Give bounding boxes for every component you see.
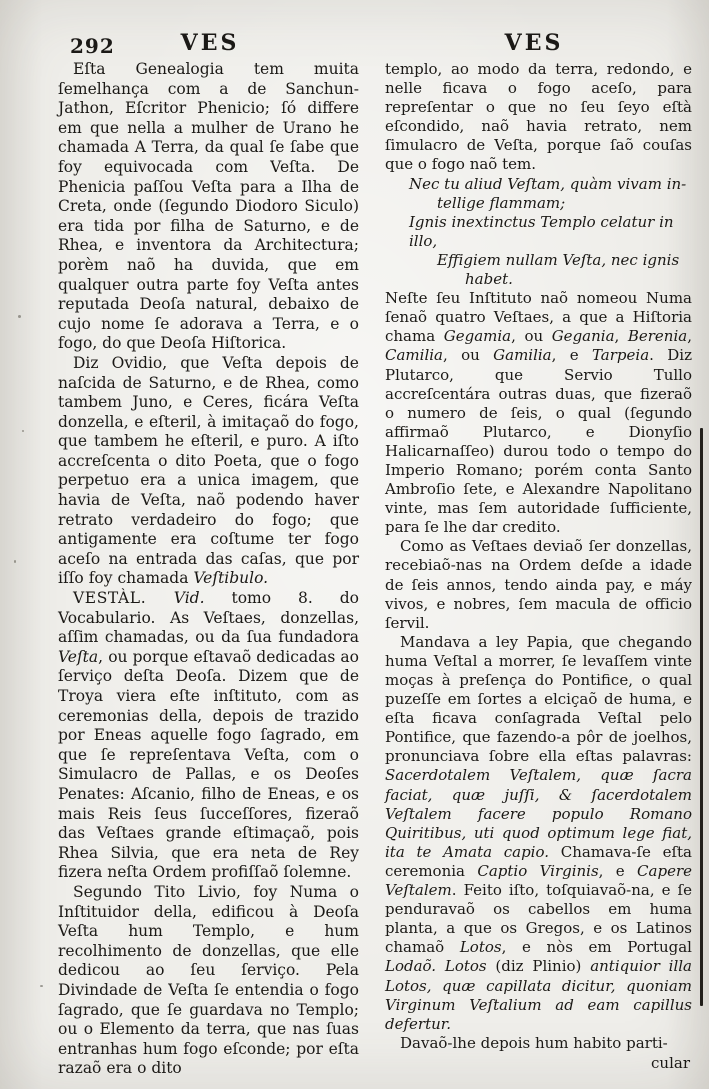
text-run: . Feito iſto, toſquiavaõ-na, e ſe penduravaõ os cabellos em huma planta, a que os Gregos, e os Latinos chamaõ (385, 881, 692, 957)
verse-line: Ignis inextinctus Templo celatur in illo, (409, 212, 674, 250)
text-run: Mandava a ley Papia, que chegando huma Veſtal a morrer, ſe levaſſem vinte moças à preſença do Pontifice, o qual puzeſſe em ſortes a elciçaõ de huma, e eſta ficava conſagrada Veſtal pelo Pontifice, que fazendo-a pôr de joelhos, pronunciava ſobre ella eſtas palavras: (385, 632, 692, 766)
text-run: Lodaõ. Lotos (385, 957, 487, 976)
text-run: Lotos (459, 938, 502, 957)
text-run: Vid. (173, 589, 205, 608)
text-run: , e nòs em Portugal (501, 938, 692, 957)
text-run: Segundo Tito Livio, foy Numa o Inſtituidor della, edificou à Deoſa Veſta hum Templo, e hum recolhimento de donzellas, que elle dedicou ao ſeu ſerviço. Pela Divindade de Veſta ſe entendia o fogo ſagrado, que ſe guardava no Templo; ou o Elemento da terra, que nas ſuas entranhas hum fogo eſconde; por eſta razaõ era o dito (58, 882, 359, 1078)
text-run: Captio Virginis (477, 861, 599, 880)
verse-line: Nec tu aliud Veſtam, quàm vivam in- (409, 174, 687, 193)
page-number: 292 (70, 34, 115, 58)
paragraph (385, 289, 692, 537)
scan-speck (40, 985, 43, 987)
verse-line: habet. (465, 270, 513, 289)
latin-verse (385, 175, 692, 290)
scan-edge-line (700, 428, 703, 1006)
text-run: Gegamia (443, 327, 512, 346)
scan-speck (22, 430, 24, 432)
scan-speck (14, 560, 16, 563)
paragraph (58, 589, 359, 883)
text-run: Sacerdotalem Veſtalem, quæ ſacra faciat, quæ juſſi, & ſacerdotalem Veſtalem facere populo Romano Quiritibus, uti quod optimum lege fiat, ita te Amata capio. (385, 766, 692, 861)
text-run: . Diz Plutarco, que Servio Tullo accreſcentára outras duas, que fizeraõ o numero de ſeis, o qual (ſegundo affirmaõ Plutarco, e Dionyſio Halicarnaſſeo) durou todo o tempo do Imperio Romano; porém conta Santo Ambroſio ſete, e Alexandre Napolitano vinte, mas ſem autoridade ſufficiente, para ſe lhe dar credito. (385, 346, 692, 537)
left-column (58, 60, 359, 1079)
running-head-right: VES (504, 30, 564, 56)
paragraph (58, 354, 359, 589)
paragraph (58, 883, 359, 1079)
text-run: templo, ao modo da terra, redondo, e nelle ficava o fogo aceſo, para repreſentar o que no ſeu ſeyo eſtà eſcondido, naõ havia retrato, nem ſimulacro de Veſta, porque ſaõ couſas que o fogo naõ tem. (385, 60, 692, 174)
paragraph (385, 633, 692, 1034)
text-run: Como as Veſtaes deviaõ ſer donzellas, recebiaõ-nas na Ordem deſde a idade de ſeis annos, tendo ainda pay, e máy vivos, e nobres, ſem macula de officio ſervil. (385, 537, 692, 632)
text-run: Gegania (551, 327, 615, 346)
text-run: Gamilia (493, 346, 552, 365)
text-run: Davaõ-lhe depois hum habito parti- (400, 1033, 668, 1052)
verse-line: Effigiem nullam Veſta, nec ignis (437, 250, 680, 269)
text-run: Neſte ſeu Inſtituto naõ nomeou Numa ſenaõ quatro Veſtaes, a que a Hiſtoria chama (385, 289, 692, 346)
text-run: , ou porque eſtavaõ dedicadas ao ſerviço deſta Deoſa. Dizem que de Troya viera eſte inſtituto, com as ceremonias della, depois de trazido por Eneas aquelle fogo ſagrado, em que ſe repreſentava Veſta, com o Simulacro de Pallas, e os Deoſes Penates: Aſcanio, filho de Eneas, e os mais Reis ſeus ſucceſſores, fizeraõ das Veſtaes grande eſtimaçaõ, pois Rhea Silvia, que era neta de Rey fizera neſta Ordem profiſſaõ ſolemne. (58, 647, 359, 882)
text-run: , e (598, 861, 638, 880)
paragraph (385, 537, 692, 632)
text-run: , ou (442, 346, 494, 365)
text-run: (diz Plinio) (486, 957, 591, 976)
scan-speck (18, 315, 21, 318)
text-run: Eſta Genealogia tem muita ſemelhança com a de Sanchun-Jathon, Eſcritor Phenicio; ſó differe em que nella a mulher de Urano he chamada A Terra, da qual ſe ſabe que foy equivocada com Veſta. De Phenicia paſſou Veſta para a Ilha de Creta, onde (ſegundo Diodoro Siculo) era tida por filha de Saturno, e de Rhea, e inventora da Architectura; porèm naõ ha duvida, que em qualquer outra parte foy Veſta antes reputada Deoſa natural, debaixo de cujo nome ſe adorava a Terra, e o fogo, do que Deoſa Hiſtorica. (58, 60, 359, 353)
text-run: Capere Veſtalem (385, 861, 692, 900)
text-run: antiquior illa Lotos, quæ capillata dicitur, quoniam Virginum Veſtalium ad eam capillus defertur. (385, 957, 693, 1033)
text-run: Chamava-ſe eſta ceremonia (385, 842, 692, 880)
text-run: , ou (511, 327, 552, 346)
text-run: , (687, 327, 692, 346)
paragraph (385, 60, 692, 175)
text-run: Berenia (627, 327, 688, 346)
right-column (385, 60, 692, 1073)
running-head-left: VES (180, 30, 240, 56)
text-run: tomo 8. do Vocabulario. As Veſtaes, donzellas, aſſim chamadas, ou da ſua fundadora (58, 589, 359, 647)
text-run: Diz Ovidio, que Veſta depois de naſcida de Saturno, e de Rhea, como tambem Juno, e Ceres, ficára Veſta donzella, e eſteril, à imitaçaõ do fogo, que tambem he eſteril, e puro. A iſto accreſcenta o dito Poeta, que o fogo perpetuo era a unica imagem, que havia de Veſta, naõ podendo haver retrato verdadeiro do fogo; que antigamente era coſtume ter fogo aceſo na entrada das caſas, que por iſſo foy chamada (58, 353, 359, 588)
text-run: Camilia (385, 346, 443, 365)
text-run: Tarpeia (591, 346, 650, 365)
text-run: , e (551, 346, 592, 365)
text-run: Veſtibulo. (193, 569, 269, 588)
paragraph (58, 60, 359, 354)
paragraph (385, 1034, 692, 1053)
catchword: cular (651, 1053, 690, 1072)
verse-line: tellige flammam; (437, 193, 566, 212)
text-run: , (614, 327, 628, 346)
text-run: VESTÀL. (73, 589, 174, 608)
text-run: Veſta (58, 647, 99, 666)
